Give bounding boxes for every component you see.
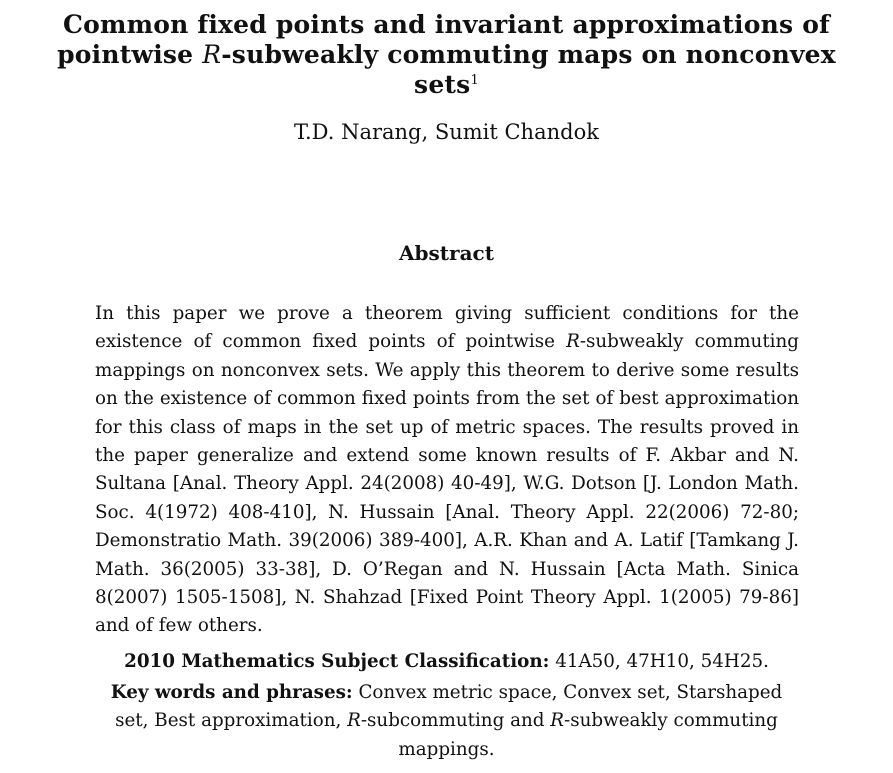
keywords-text-part1: Convex metric space, Convex set, Starshaped set, Best approximation, xyxy=(115,682,783,732)
abstract-text-part2: -subweakly commuting mappings on nonconvex sets. We apply this theorem to derive some results on the existence of common fixed points from the set of best approximation for this class of maps in the set up of metric spaces. The results proved in the paper generalize and extend some known results of F. Akbar and N. Sultana [Anal. Theory Appl. 24(2008) 40-49], W.G. Dotson [J. London Math. Soc. 4(1972) 408-410], N. Hussain [Anal. Theory Appl. 22(2006) 72-80; Demonstratio Math. 39(2006) 389-400], A.R. Khan and A. Latif [Tamkang J. Math. 36(2005) 33-38], D. O’Regan and N. Hussain [Acta Math. Sinica 8(2007) 1505-1508], N. Shahzad [Fixed Point Theory Appl. 1(2005) 79-86] and of few others. xyxy=(95,331,799,637)
keywords-math-r1: R xyxy=(347,710,361,732)
abstract-heading: Abstract xyxy=(399,241,494,265)
classification-value: 41A50, 47H10, 54H25. xyxy=(555,651,769,672)
paper-authors: T.D. Narang, Sumit Chandok xyxy=(294,120,599,144)
abstract-body xyxy=(95,300,799,641)
keywords-text-part3: -subweakly commuting mappings. xyxy=(398,710,778,760)
classification-label: 2010 Mathematics Subject Classification: xyxy=(124,651,550,672)
keywords-text-part2: -subcommuting and xyxy=(360,710,551,732)
title-text-part2: -subweakly commuting maps on nonconvex sets xyxy=(221,40,836,99)
subject-classification xyxy=(60,648,833,676)
paper-title xyxy=(40,10,853,100)
abstract-text-part1: In this paper we prove a theorem giving sufficient conditions for the existence of common fixed points of pointwise xyxy=(95,303,799,353)
keywords xyxy=(105,679,788,764)
keywords-label: Key words and phrases: xyxy=(110,682,353,703)
title-footnote-mark: 1 xyxy=(470,73,479,88)
title-text-part1: Common fixed points and invariant approximations of pointwise xyxy=(57,10,831,69)
keywords-math-r2: R xyxy=(550,710,565,732)
abstract-math-r: R xyxy=(566,331,580,353)
title-math-r: R xyxy=(202,40,222,69)
